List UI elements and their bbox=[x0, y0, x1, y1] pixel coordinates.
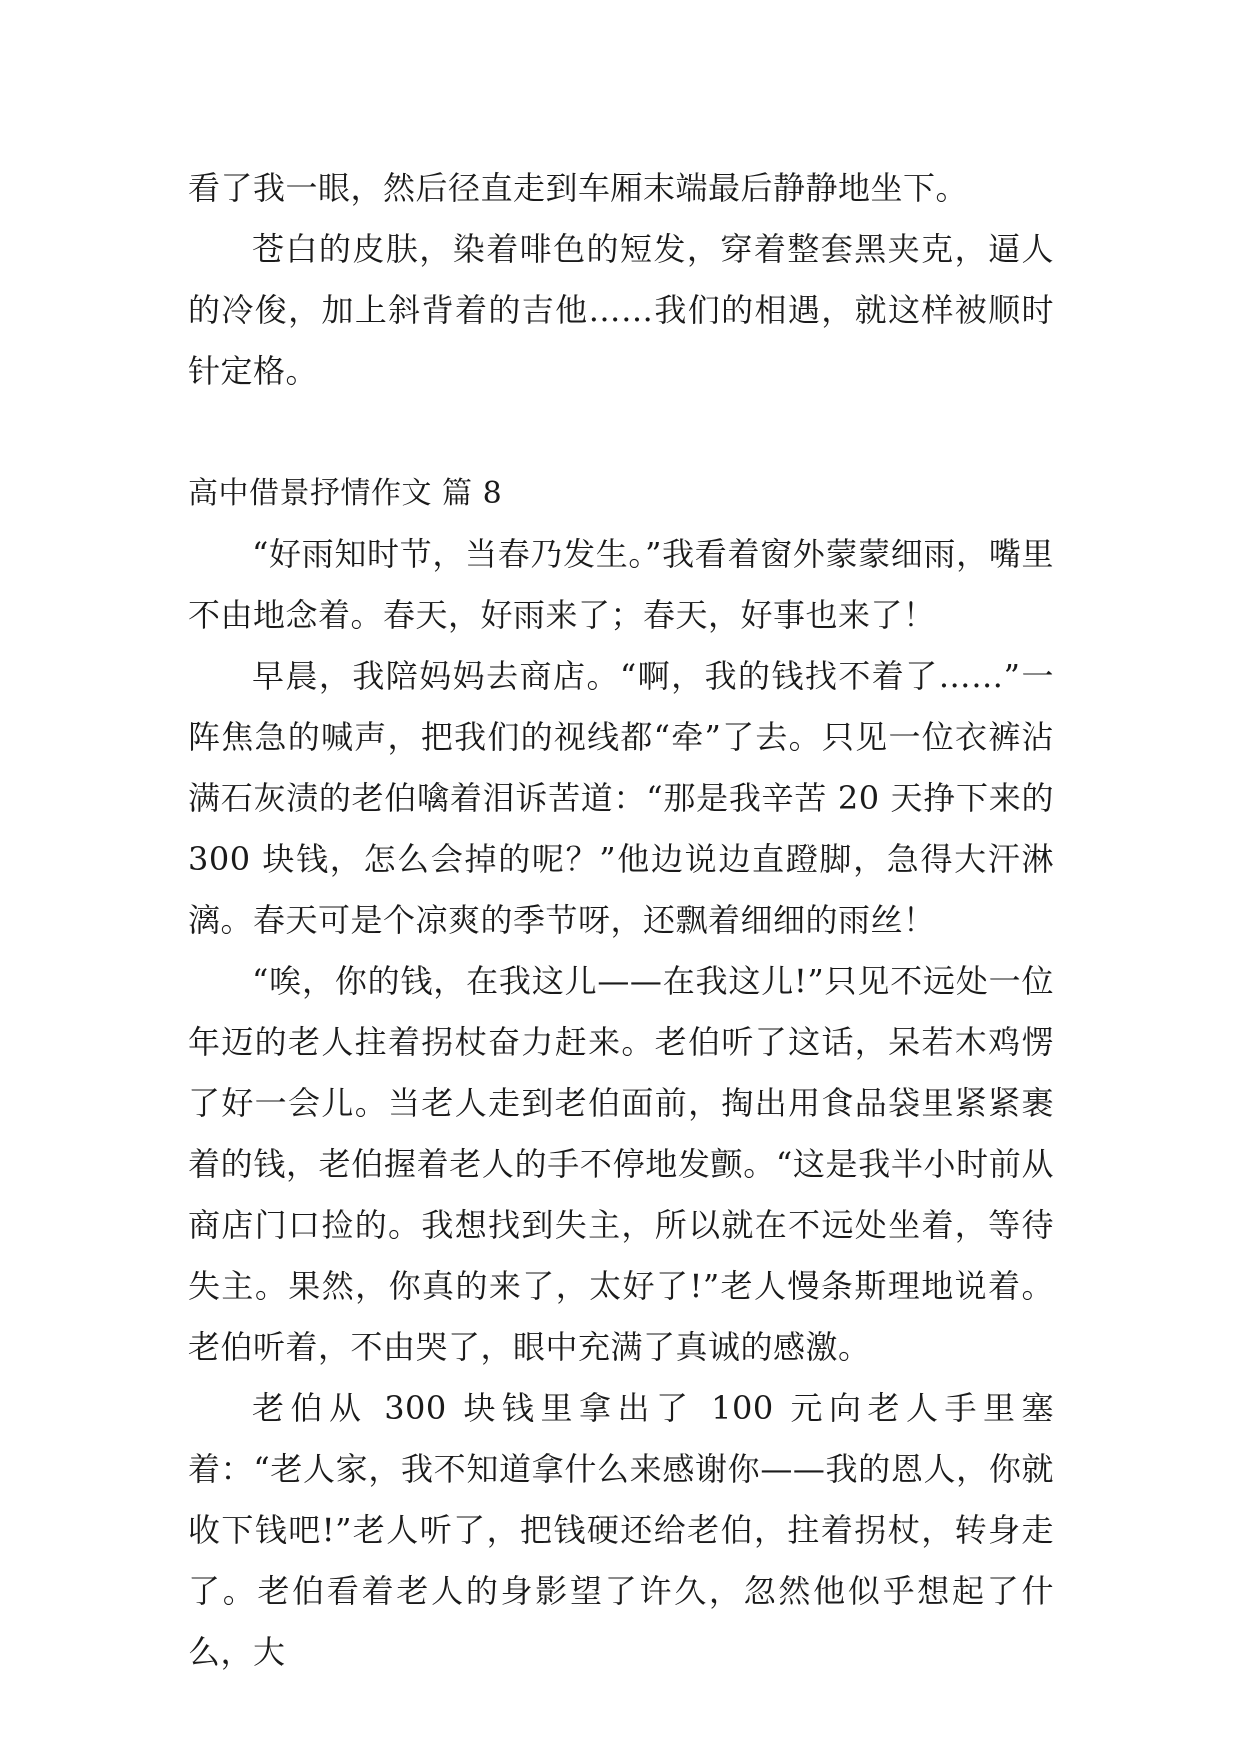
section-spacer bbox=[188, 402, 1054, 463]
paragraph: 苍白的皮肤，染着啡色的短发，穿着整套黑夹克，逼人的冷俊，加上斜背着的吉他……我们的相遇，就这样被顺时针定格。 bbox=[188, 230, 1054, 390]
paragraph: 早晨，我陪妈妈去商店。“啊，我的钱找不着了……”一阵焦急的喊声，把我们的视线都“牵”了去。只见一位衣裤沾满石灰渍的老伯噙着泪诉苦道：“那是我辛苦 20 天挣下来的 300 块钱，怎么会掉的呢？”他边说边直蹬脚，急得大汗淋漓。春天可是个凉爽的季节呀，还飘着细细的雨丝！ bbox=[188, 657, 1054, 939]
paragraph: “好雨知时节，当春乃发生。”我看着窗外蒙蒙细雨，嘴里不由地念着。春天，好雨来了；春天，好事也来了！ bbox=[188, 535, 1054, 634]
paragraph: 老伯从 300 块钱里拿出了 100 元向老人手里塞着：“老人家，我不知道拿什么来感谢你——我的恩人，你就收下钱吧!”老人听了，把钱硬还给老伯，拄着拐杖，转身走了。老伯看着老人的身影望了许久，忽然他似乎想起了什么，大 bbox=[188, 1389, 1054, 1671]
paragraph: “唉，你的钱，在我这儿——在我这儿!”只见不远处一位年迈的老人拄着拐杖奋力赶来。老伯听了这话，呆若木鸡愣了好一会儿。当老人走到老伯面前，掏出用食品袋里紧紧裹着的钱，老伯握着老人的手不停地发颤。“这是我半小时前从商店门口捡的。我想找到失主，所以就在不远处坐着，等待失主。果然，你真的来了，太好了!”老人慢条斯理地说着。老伯听着，不由哭了，眼中充满了真诚的感激。 bbox=[188, 962, 1054, 1366]
section-title: 高中借景抒情作文 篇 8 bbox=[188, 476, 503, 511]
paragraph-continuation: 看了我一眼，然后径直走到车厢末端最后静静地坐下。 bbox=[188, 169, 969, 207]
document-body bbox=[188, 158, 1054, 1683]
